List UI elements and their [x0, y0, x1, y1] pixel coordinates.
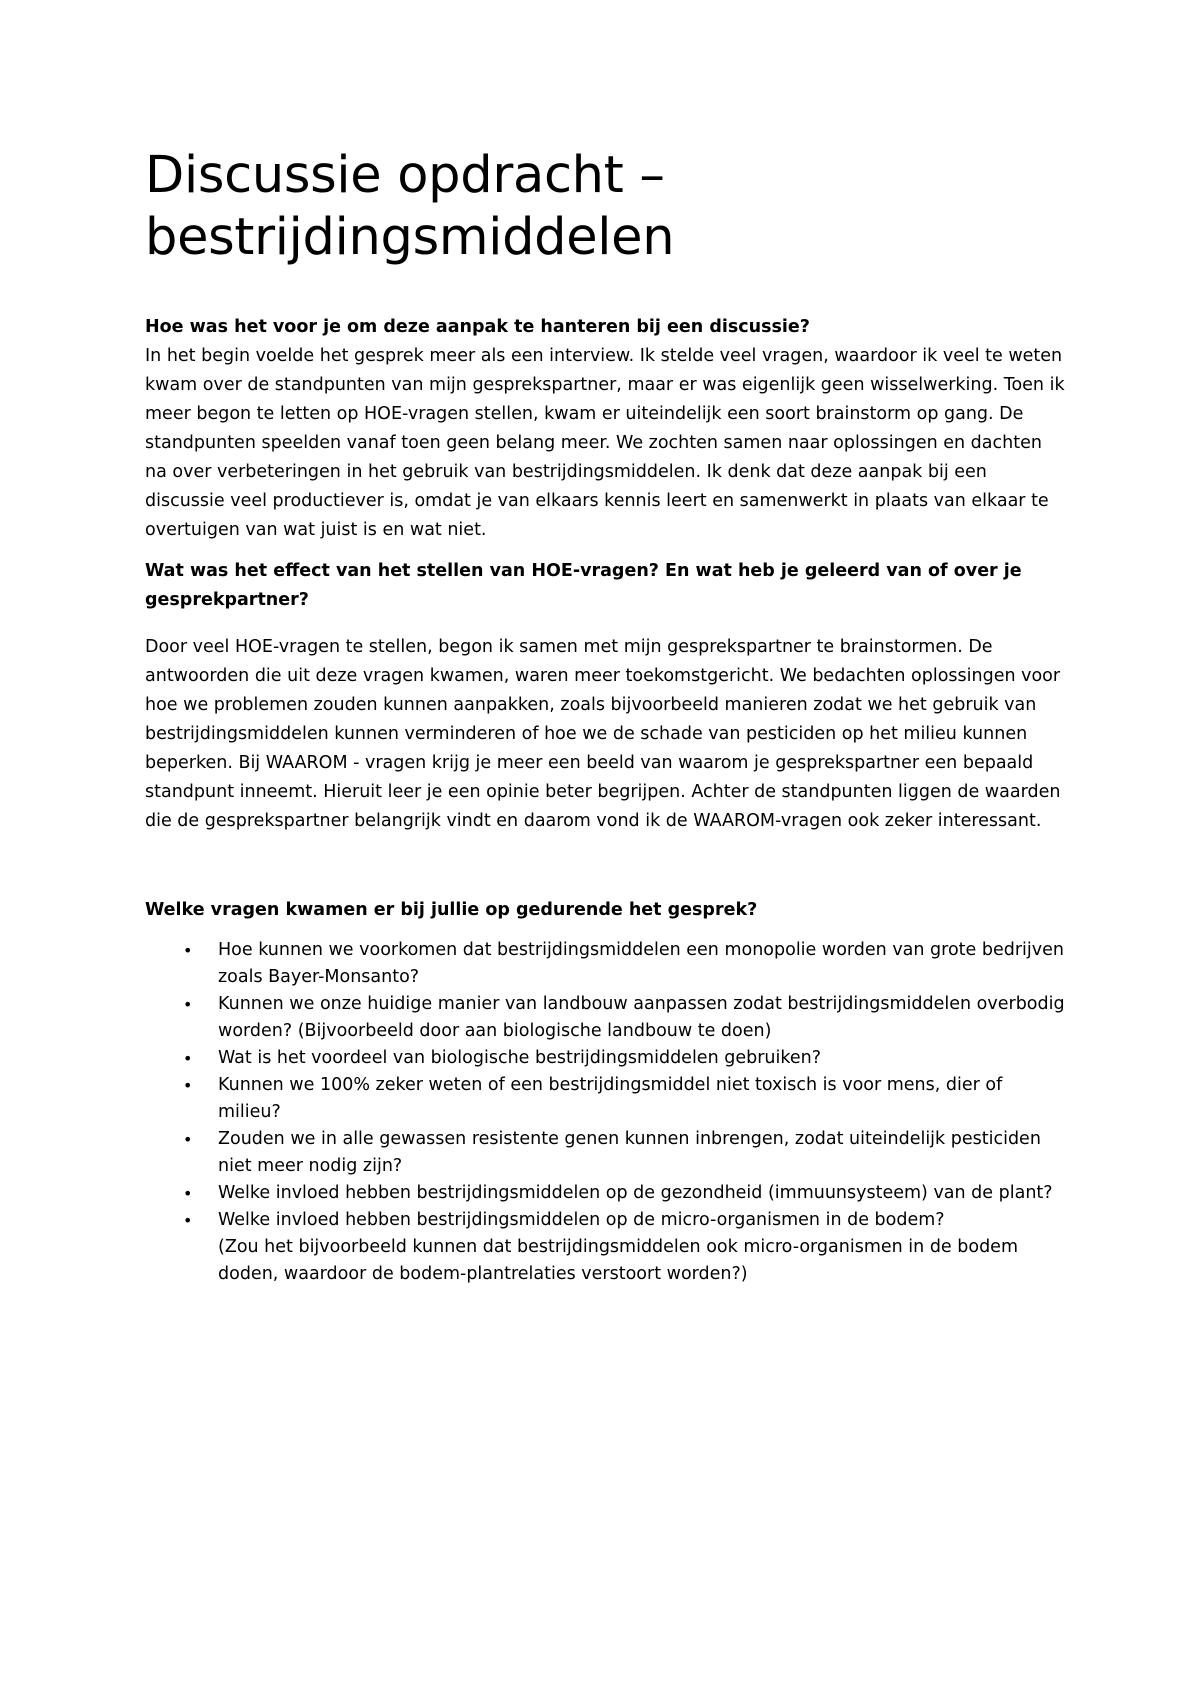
- document-title-line-1: Discussie opdracht –: [145, 146, 665, 205]
- section-questions: [145, 896, 1065, 1288]
- section-hoe-vragen-question: Wat was het effect van het stellen van HOE-vragen? En wat heb je geleerd van of over je gesprekpartner?: [145, 561, 1022, 610]
- section-questions-heading: Welke vragen kwamen er bij jullie op gedurende het gesprek?: [145, 900, 758, 920]
- section-approach-answer: In het begin voelde het gesprek meer als een interview. Ik stelde veel vragen, waardoor ik veel te weten kwam over de standpunten van mijn gesprekspartner, maar er was eigenlijk geen wisselwerking. Toen ik meer begon te letten op HOE-vragen stellen, kwam er uiteindelijk een soort brainstorm op gang. De standpunten speelden vanaf toen geen belang meer. We zochten samen naar oplossingen en dachten na over verbeteringen in het gebruik van bestrijdingsmiddelen. Ik denk dat deze aanpak bij een discussie veel productiever is, omdat je van elkaars kennis leert en samenwerkt in plaats van elkaar te overtuigen van wat juist is en wat niet.: [145, 346, 1065, 540]
- section-hoe-vragen-answer: Door veel HOE-vragen te stellen, begon ik samen met mijn gesprekspartner te brainstormen. De antwoorden die uit deze vragen kwamen, waren meer toekomstgericht. We bedachten oplossingen voor hoe we problemen zouden kunnen aanpakken, zoals bijvoorbeeld manieren zodat we het gebruik van bestrijdingsmiddelen kunnen verminderen of hoe we de schade van pesticiden op het milieu kunnen beperken. Bij WAAROM - vragen krijg je meer een beeld van waarom je gesprekspartner een bepaald standpunt inneemt. Hieruit leer je een opinie beter begrijpen. Achter de standpunten liggen de waarden die de gesprekspartner belangrijk vindt en daarom vond ik de WAAROM-vragen ook zeker interessant.: [145, 637, 1061, 831]
- bullet-icon: •: [183, 995, 193, 1014]
- list-item-text: Kunnen we onze huidige manier van landbouw aanpassen zodat bestrijdingsmiddelen overbodig worden? (Bijvoorbeeld door aan biologische landbouw te doen): [218, 994, 1065, 1041]
- bullet-icon: •: [183, 1076, 193, 1095]
- list-item: [145, 937, 1065, 991]
- list-item: [145, 1072, 1065, 1126]
- bullet-icon: •: [183, 1130, 193, 1149]
- list-item: [145, 1207, 1065, 1288]
- list-item-subtext: (Zou het bijvoorbeeld kunnen dat bestrijdingsmiddelen ook micro-organismen in de bodem doden, waardoor de bodem-plantrelaties verstoort worden?): [218, 1237, 1018, 1284]
- list-item-text: Kunnen we 100% zeker weten of een bestrijdingsmiddel niet toxisch is voor mens, dier of milieu?: [218, 1075, 1003, 1122]
- section-approach-question: Hoe was het voor je om deze aanpak te hanteren bij een discussie?: [145, 317, 810, 337]
- section-hoe-vragen: [145, 557, 1065, 836]
- bullet-icon: •: [183, 1211, 193, 1230]
- document-title-line-2: bestrijdingsmiddelen: [145, 208, 675, 267]
- section-approach: [145, 313, 1065, 545]
- question-list: [145, 937, 1065, 1288]
- document-body: [145, 145, 1065, 1288]
- list-item: [145, 1126, 1065, 1180]
- list-item-text: Welke invloed hebben bestrijdingsmiddelen op de micro-organismen in de bodem?: [218, 1210, 945, 1230]
- list-item-text: Welke invloed hebben bestrijdingsmiddelen op de gezondheid (immuunsysteem) van de plant?: [218, 1183, 1053, 1203]
- list-item: [145, 1045, 1065, 1072]
- bullet-icon: •: [183, 1049, 193, 1068]
- document-title: [145, 145, 1065, 269]
- list-item-text: Hoe kunnen we voorkomen dat bestrijdingsmiddelen een monopolie worden van grote bedrijven zoals Bayer-Monsanto?: [218, 940, 1064, 987]
- list-item-text: Zouden we in alle gewassen resistente genen kunnen inbrengen, zodat uiteindelijk pesticiden niet meer nodig zijn?: [218, 1129, 1041, 1176]
- bullet-icon: •: [183, 941, 193, 960]
- list-item-text: Wat is het voordeel van biologische bestrijdingsmiddelen gebruiken?: [218, 1048, 822, 1068]
- bullet-icon: •: [183, 1184, 193, 1203]
- list-item: [145, 991, 1065, 1045]
- list-item: [145, 1180, 1065, 1207]
